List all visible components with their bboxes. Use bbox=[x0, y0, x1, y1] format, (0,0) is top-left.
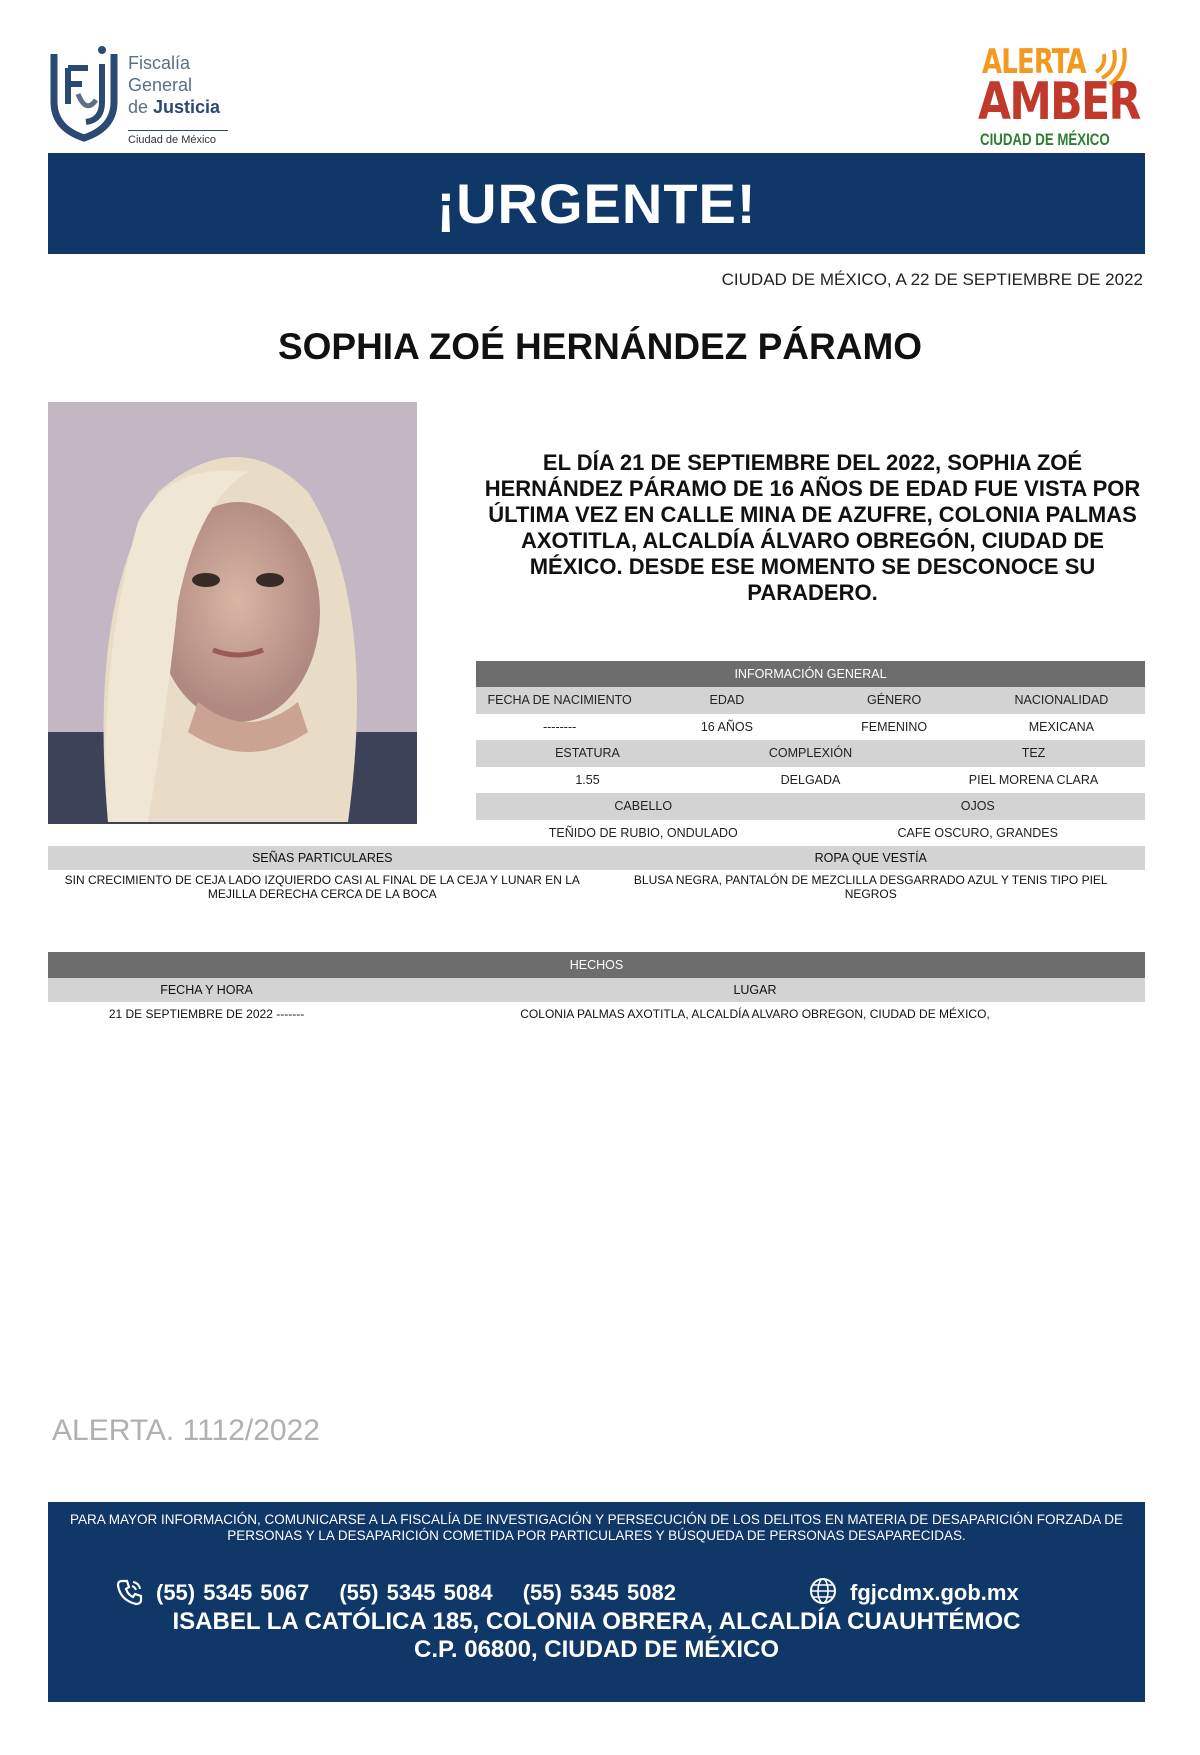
value-senas-particulares: SIN CRECIMIENTO DE CEJA LADO IZQUIERDO CASI AL FINAL DE LA CEJA Y LUNAR EN LA MEJILLA DERECHA CERCA DE LA BOCA bbox=[64, 873, 580, 901]
header-complexion: COMPLEXIÓN bbox=[768, 746, 853, 761]
header-lugar: LUGAR bbox=[733, 983, 777, 997]
header-fecha-hora: FECHA Y HORA bbox=[160, 983, 253, 997]
info-value-row-3 bbox=[476, 820, 1145, 847]
general-info-table bbox=[476, 661, 1145, 846]
address-line1: ISABEL LA CATÓLICA 185, COLONIA OBRERA, ALCALDÍA CUAUHTÉMOC bbox=[172, 1608, 1021, 1635]
phone-icon bbox=[116, 1578, 144, 1606]
general-info-title-row bbox=[476, 661, 1145, 687]
person-photo bbox=[48, 402, 417, 824]
fgj-subtitle: Ciudad de México bbox=[128, 130, 228, 146]
fgj-line2: General bbox=[128, 75, 193, 95]
info-header-row-3 bbox=[476, 793, 1145, 820]
header-tez: TEZ bbox=[1021, 746, 1046, 761]
header-fecha-nacimiento: FECHA DE NACIMIENTO bbox=[487, 693, 632, 708]
details-table bbox=[48, 846, 1145, 901]
hechos-title: HECHOS bbox=[48, 952, 1145, 978]
value-ropa: BLUSA NEGRA, PANTALÓN DE MEZCLILLA DESGARRADO AZUL Y TENIS TIPO PIEL NEGROS bbox=[633, 873, 1108, 901]
alert-number: ALERTA. 1112/2022 bbox=[52, 1414, 320, 1447]
amber-line1: ALERTA bbox=[982, 42, 1086, 82]
signal-wave-icon bbox=[1092, 46, 1128, 86]
info-header-row-2 bbox=[476, 740, 1145, 767]
info-value-row-2 bbox=[476, 767, 1145, 794]
urgent-banner: ¡URGENTE! bbox=[48, 153, 1145, 254]
hechos-table bbox=[48, 952, 1145, 1026]
hechos-header-row bbox=[48, 978, 1145, 1002]
phone-numbers bbox=[156, 1580, 698, 1606]
fgj-logo bbox=[48, 44, 120, 142]
info-header-row-1 bbox=[476, 687, 1145, 714]
footer-notice: PARA MAYOR INFORMACIÓN, COMUNICARSE A LA FISCALÍA DE INVESTIGACIÓN Y PERSECUCIÓN DE LOS DELITOS EN MATERIA DE DESAPARICIÓN FORZADA DE PERSONAS Y LA DESAPARICIÓN COMETIDA POR PARTICULARES Y BÚSQUEDA DE PERSONAS DESAPARECIDAS. bbox=[70, 1512, 1123, 1543]
contact-line bbox=[48, 1574, 1145, 1608]
value-estatura: 1.55 bbox=[575, 772, 600, 787]
header-edad: EDAD bbox=[709, 693, 745, 708]
amber-line3: CIUDAD DE MÉXICO bbox=[980, 130, 1110, 149]
amber-line2: AMBER bbox=[978, 72, 1140, 132]
value-genero: FEMENINO bbox=[861, 719, 928, 734]
header-genero: GÉNERO bbox=[867, 693, 922, 708]
info-value-row-1 bbox=[476, 714, 1145, 741]
contact-footer bbox=[48, 1502, 1145, 1702]
hechos-value-row bbox=[48, 1002, 1145, 1026]
general-info-title: INFORMACIÓN GENERAL bbox=[734, 667, 887, 681]
header-estatura: ESTATURA bbox=[555, 746, 620, 761]
value-fecha-hora: 21 DE SEPTIEMBRE DE 2022 ------- bbox=[108, 1007, 305, 1021]
header-ojos: OJOS bbox=[960, 799, 995, 814]
alerta-amber-logo bbox=[978, 42, 1140, 150]
fgj-line3-bold: Justicia bbox=[153, 97, 221, 117]
narrative-text: EL DÍA 21 DE SEPTIEMBRE DEL 2022, SOPHIA ZOÉ HERNÁNDEZ PÁRAMO DE 16 AÑOS DE EDAD FUE VISTA POR ÚLTIMA VEZ EN CALLE MINA DE AZUFRE, COLONIA PALMAS AXOTITLA, ALCALDÍA ÁLVARO OBREGÓN, CIUDAD DE MÉXICO. DESDE ESE MOMENTO SE DESCONOCE SU PARADERO. bbox=[484, 450, 1141, 605]
details-value-row bbox=[48, 870, 1145, 901]
value-lugar: COLONIA PALMAS AXOTITLA, ALCALDÍA ALVARO OBREGON, CIUDAD DE MÉXICO, bbox=[520, 1007, 990, 1021]
details-header-row bbox=[48, 846, 1145, 870]
website-link[interactable]: fgjcdmx.gob.mx bbox=[850, 1580, 1019, 1605]
value-fecha-nacimiento: -------- bbox=[542, 719, 577, 734]
value-ojos: CAFE OSCURO, GRANDES bbox=[897, 825, 1058, 840]
phone-number-3[interactable]: (55) 5345 5082 bbox=[522, 1580, 676, 1605]
value-nacionalidad: MEXICANA bbox=[1028, 719, 1095, 734]
header-senas-particulares: SEÑAS PARTICULARES bbox=[251, 851, 393, 865]
person-name: SOPHIA ZOÉ HERNÁNDEZ PÁRAMO bbox=[277, 326, 923, 367]
page-header bbox=[48, 40, 1148, 150]
header-ropa: ROPA QUE VESTÍA bbox=[814, 851, 927, 865]
value-tez: PIEL MORENA CLARA bbox=[968, 772, 1099, 787]
date-line: CIUDAD DE MÉXICO, A 22 DE SEPTIEMBRE DE 2022 bbox=[721, 270, 1143, 289]
header-cabello: CABELLO bbox=[614, 799, 673, 814]
header-nacionalidad: NACIONALIDAD bbox=[1014, 693, 1109, 708]
address-line2: C.P. 06800, CIUDAD DE MÉXICO bbox=[413, 1636, 779, 1663]
fgj-line1: Fiscalía bbox=[128, 53, 191, 73]
value-edad: 16 AÑOS bbox=[700, 719, 753, 734]
fgj-line3-prefix: de bbox=[128, 97, 154, 117]
phone-number-1[interactable]: (55) 5345 5067 bbox=[156, 1580, 310, 1605]
value-cabello: TEÑIDO DE RUBIO, ONDULADO bbox=[548, 825, 738, 840]
fgj-wordmark bbox=[128, 52, 220, 118]
phone-number-2[interactable]: (55) 5345 5084 bbox=[339, 1580, 493, 1605]
value-complexion: DELGADA bbox=[780, 772, 841, 787]
globe-icon bbox=[808, 1576, 838, 1606]
